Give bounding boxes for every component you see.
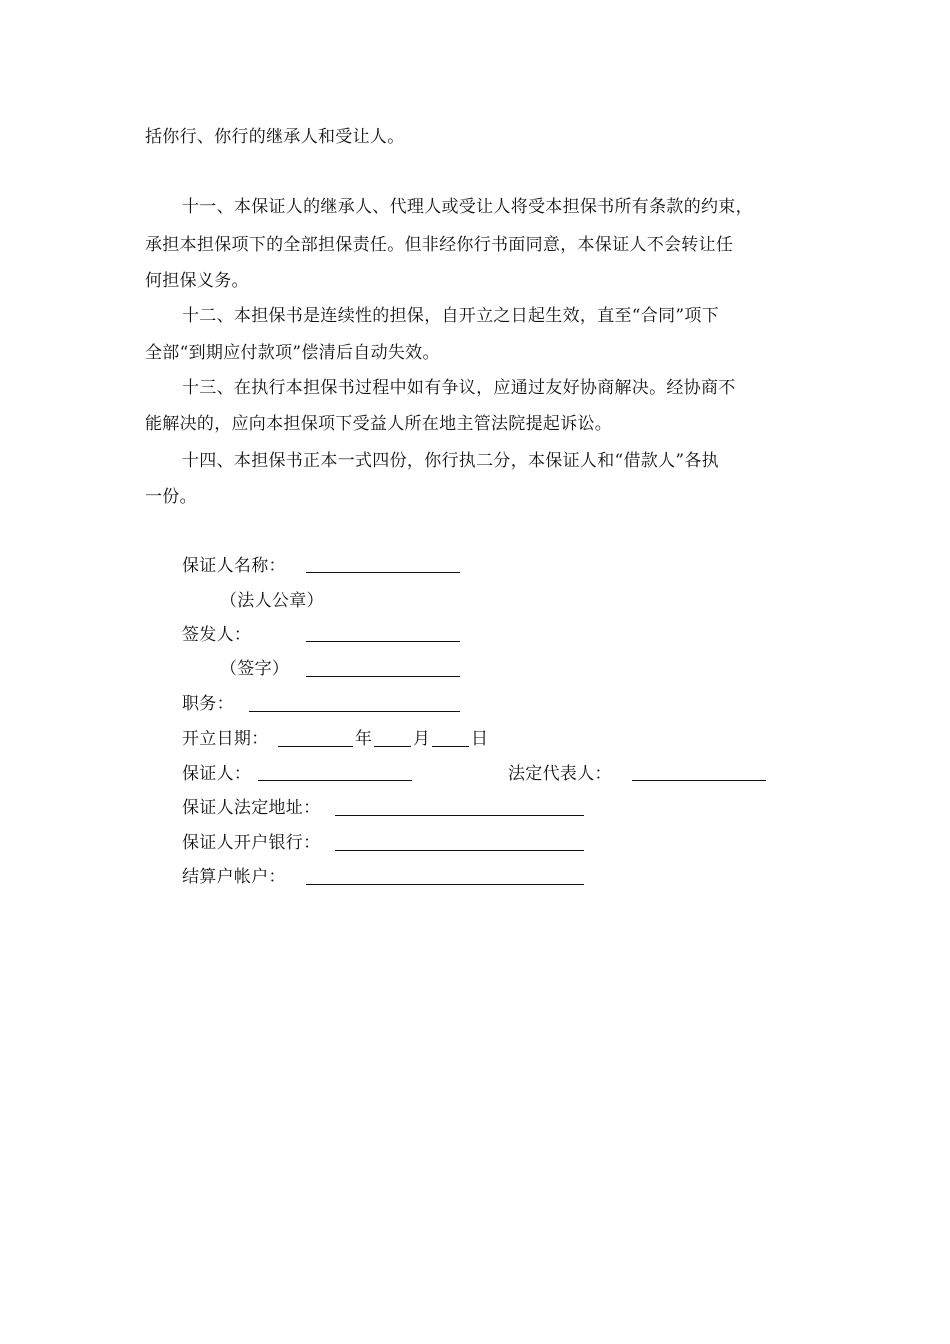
guarantor-name-label: 保证人名称： [182, 556, 286, 576]
signature-blank [306, 676, 460, 677]
guarantor-name-blank [306, 572, 460, 573]
month-label: 月 [413, 729, 431, 749]
guarantor-blank [258, 780, 412, 781]
position-blank [249, 711, 460, 712]
clause-13-line: 能解决的，应向本担保项下受益人所在地主管法院提起诉讼。 [145, 414, 613, 434]
clause-12-line: 全部“到期应付款项”偿清后自动失效。 [145, 343, 440, 363]
clause-11-line: 何担保义务。 [145, 271, 249, 291]
legal-rep-blank [632, 780, 766, 781]
clause-12-line: 十二、本担保书是连续性的担保，自开立之日起生效，直至“合同”项下 [182, 306, 719, 326]
clause-14-line: 十四、本担保书正本一式四份，你行执二分，本保证人和“借款人”各执 [182, 451, 719, 471]
bank-blank [335, 850, 584, 851]
issuer-label: 签发人： [182, 625, 252, 645]
guarantor-label: 保证人： [182, 764, 252, 784]
clause-13-line: 十三、在执行本担保书过程中如有争议，应通过友好协商解决。经协商不 [182, 378, 736, 398]
account-label: 结算户帐户： [182, 867, 286, 887]
paragraph-line: 括你行、你行的继承人和受让人。 [145, 127, 405, 147]
address-blank [335, 815, 584, 816]
day-label: 日 [471, 729, 489, 749]
bank-label: 保证人开户银行： [182, 833, 321, 853]
clause-14-line: 一份。 [145, 487, 197, 507]
legal-seal-label: （法人公章） [220, 591, 324, 611]
day-blank [432, 746, 469, 747]
address-label: 保证人法定地址： [182, 798, 321, 818]
clause-11-line: 十一、本保证人的继承人、代理人或受让人将受本担保书所有条款的约束， [182, 197, 753, 217]
issue-date-label: 开立日期： [182, 729, 269, 749]
clause-11-line: 承担本担保项下的全部担保责任。但非经你行书面同意，本保证人不会转让任 [145, 235, 734, 255]
position-label: 职务： [182, 694, 234, 714]
year-blank [278, 746, 353, 747]
month-blank [374, 746, 411, 747]
year-label: 年 [355, 729, 373, 749]
account-blank [306, 884, 584, 885]
issuer-blank [306, 641, 460, 642]
legal-rep-label: 法定代表人： [508, 764, 612, 784]
signature-label: （签字） [220, 659, 290, 679]
